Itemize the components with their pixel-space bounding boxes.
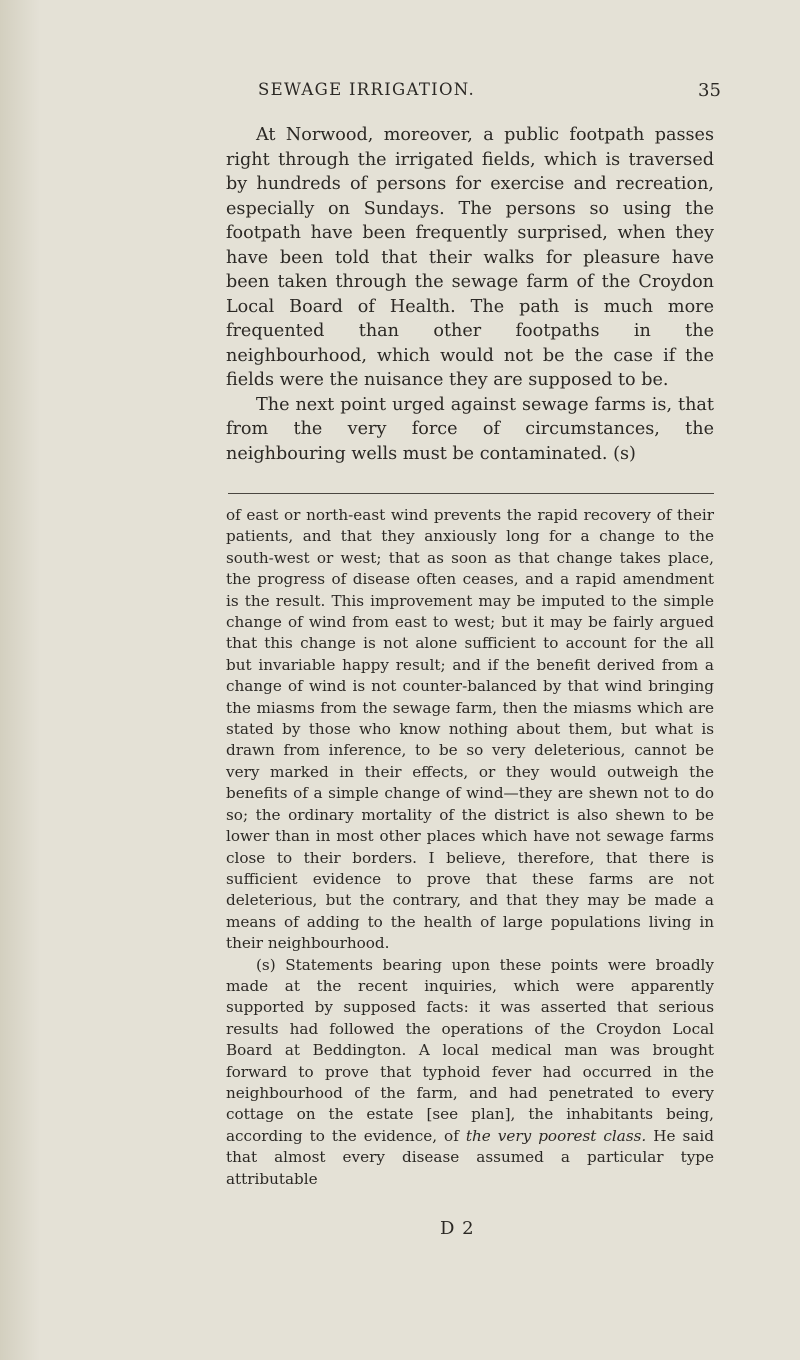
- body-paragraph-2: The next point urged against sewage farms is, that from the very force of circumstances, the neighbouring wells must be contaminated. (s): [226, 394, 714, 464]
- main-text: [226, 123, 714, 466]
- footnote-s-text: (s) Statements bearing upon these points were broadly made at the recent inquiries, which were apparently supported by supposed facts: it was asserted that serious results had followed the operations of the Croydon Local Board at Beddington. A local medical man was brought forward to prove that typhoid fever had occurred in the neighbourhood of the farm, and had penetrated to every cottage on the estate [see plan], the inhabitants being, according to the evidence, of: [226, 955, 714, 1145]
- running-title: SEWAGE IRRIGATION.: [258, 80, 476, 99]
- footnote-divider: [228, 493, 714, 494]
- page-gutter-shadow: [0, 0, 40, 1360]
- footnote-s-text-end: He said that almost every disease assumed a particular type attributable: [226, 1126, 714, 1188]
- footnote-s-italic: the very poorest class.: [465, 1126, 647, 1145]
- page-number: 35: [698, 80, 721, 101]
- body-paragraph-1: At Norwood, moreover, a public footpath passes right through the irrigated fields, which is traversed by hundreds of persons for exercise and recreation, especially on Sundays. The persons so using the footpath have been frequently surprised, when they have been told that their walks for pleasure have been taken through the sewage farm of the Croydon Local Board of Health. The path is much more frequented than other footpaths in the neighbourhood, which would not be the case if the fields were the nuisance they are supposed to be.: [226, 125, 714, 390]
- footnote-continued: of east or north-east wind prevents the rapid recovery of their patients, and that they anxiously long for a change to the south-west or west; that as soon as that change takes place, the progress of disease often ceases, and a rapid amendment is the result. This improvement may be imputed to the simple change of wind from east to west; but it may be fairly argued that this change is not alone sufficient to account for the all but invariable happy result; and if the benefit derived from a change of wind is not counter-balanced by that wind bringing the miasms from the sewage farm, then the miasms which are stated by those who know nothing about them, but what is drawn from inference, to be so very deleterious, cannot be very marked in their effects, or they would outweigh the benefits of a simple change of wind—they are shewn not to do so; the ordinary mortality of the district is also shewn to be lower than in most other places which have not sewage farms close to their borders. I believe, therefore, that there is sufficient evidence to prove that these farms are not deleterious, but the contrary, and that they may be made a means of adding to the health of large populations living in their neighbourhood.: [226, 506, 714, 953]
- signature-mark: D 2: [440, 1218, 475, 1239]
- footnote-s: [226, 955, 714, 1190]
- footnotes: [226, 505, 714, 1190]
